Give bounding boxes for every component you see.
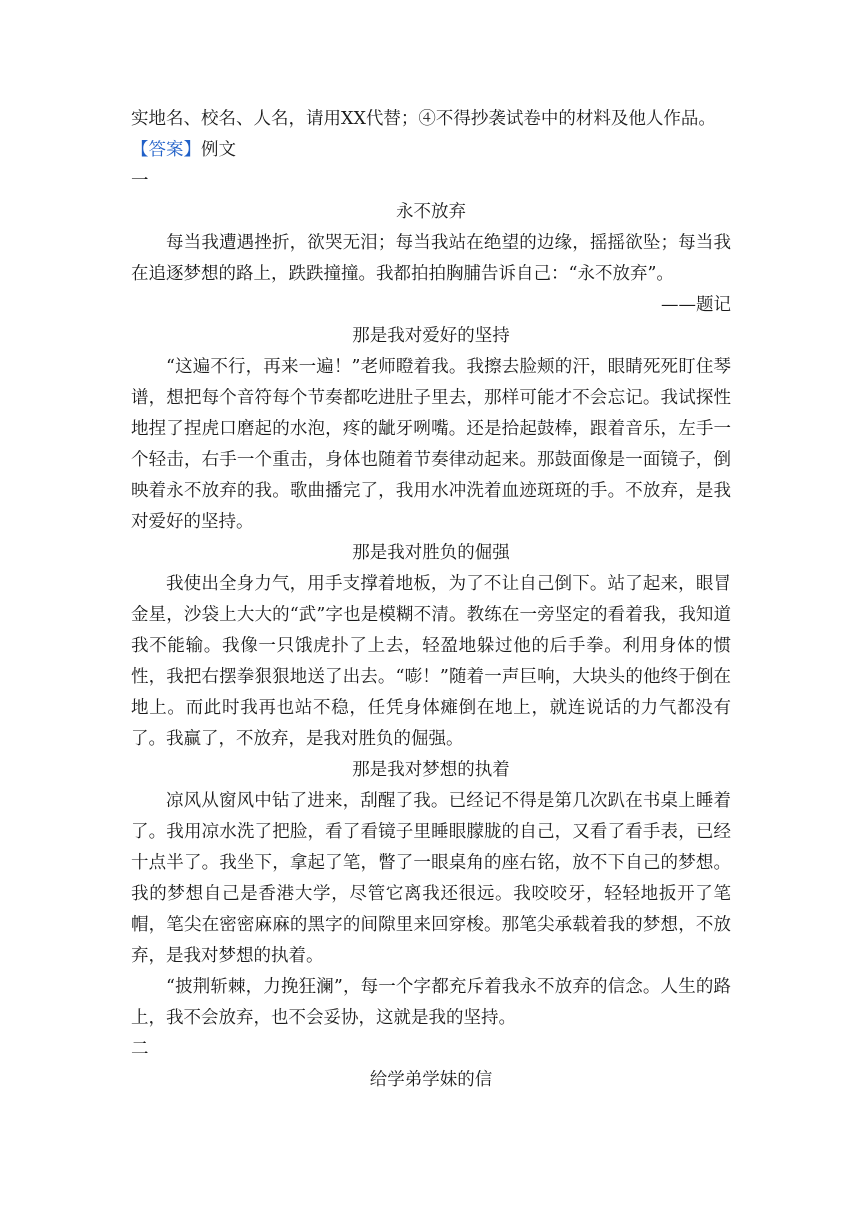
essay-two-title: 给学弟学妹的信: [369, 1070, 493, 1090]
section-heading-dream: 那是我对梦想的执着: [352, 760, 510, 780]
section-text-dream: 凉风从窗风中钻了进来，刮醒了我。已经记不得是第几次趴在书桌上睡着了。我用凉水洗了把脸，看了看镜子里睡眼朦胧的自己，又看了看手表，已经十点半了。我坐下，拿起了笔，瞥了一眼桌角的座右铭，放不下自己的梦想。我的梦想自己是香港大学，尽管它离我还很远。我咬咬牙，轻轻地扳开了笔帽，笔尖在密密麻麻的黑字的间隙里来回穿梭。那笔尖承载着我的梦想，不放弃，是我对梦想的执着。: [131, 791, 731, 966]
section-heading-victory: 那是我对胜负的倔强: [352, 543, 510, 563]
essay-one-preface: 每当我遭遇挫折，欲哭无泪；每当我站在绝望的边缘，摇摇欲坠；每当我在追逐梦想的路上，跌跌撞撞。我都拍拍胸脯告诉自己：“永不放弃”。: [131, 233, 731, 284]
document-page: [131, 104, 731, 1096]
answer-label: 例文: [201, 140, 236, 160]
section-heading-hobby: 那是我对爱好的坚持: [352, 326, 510, 346]
section-text-victory: 我使出全身力气，用手支撑着地板，为了不让自己倒下。站了起来，眼冒金星，沙袋上大大的“武”字也是模糊不清。教练在一旁坚定的看着我，我知道我不能输。我像一只饿虎扑了上去，轻盈地躲过他的后手拳。利用身体的惯性，我把右摆拳狠狠地送了出去。“嘭！”随着一声巨响，大块头的他终于倒在地上。而此时我再也站不稳，任凭身体瘫倒在地上，就连说话的力气都没有了。我赢了，不放弃，是我对胜负的倔强。: [131, 574, 731, 749]
essay-one-title: 永不放弃: [396, 202, 466, 222]
essay-one-number: 一: [131, 171, 149, 191]
answer-tag: 【答案】: [131, 140, 201, 160]
section-text-hobby: “这遍不行，再来一遍！”老师瞪着我。我擦去脸颊的汗，眼睛死死盯住琴谱，想把每个音符每个节奏都吃进肚子里去，那样可能才不会忘记。我试探性地捏了捏虎口磨起的水泡，疼的龇牙咧嘴。还是拾起鼓棒，跟着音乐，左手一个轻击，右手一个重击，身体也随着节奏律动起来。那鼓面像是一面镜子，倒映着永不放弃的我。歌曲播完了，我用水冲洗着血迹斑斑的手。不放弃，是我对爱好的坚持。: [131, 357, 731, 532]
intro-line: 实地名、校名、人名，请用XX代替；④不得抄袭试卷中的材料及他人作品。: [131, 109, 716, 129]
essay-one-preface-sign: ——题记: [661, 295, 731, 315]
essay-one-closing: “披荆斩棘，力挽狂澜”，每一个字都充斥着我永不放弃的信念。人生的路上，我不会放弃，也不会妥协，这就是我的坚持。: [131, 977, 731, 1028]
essay-two-number: 二: [131, 1039, 149, 1059]
answer-line: [131, 135, 731, 166]
